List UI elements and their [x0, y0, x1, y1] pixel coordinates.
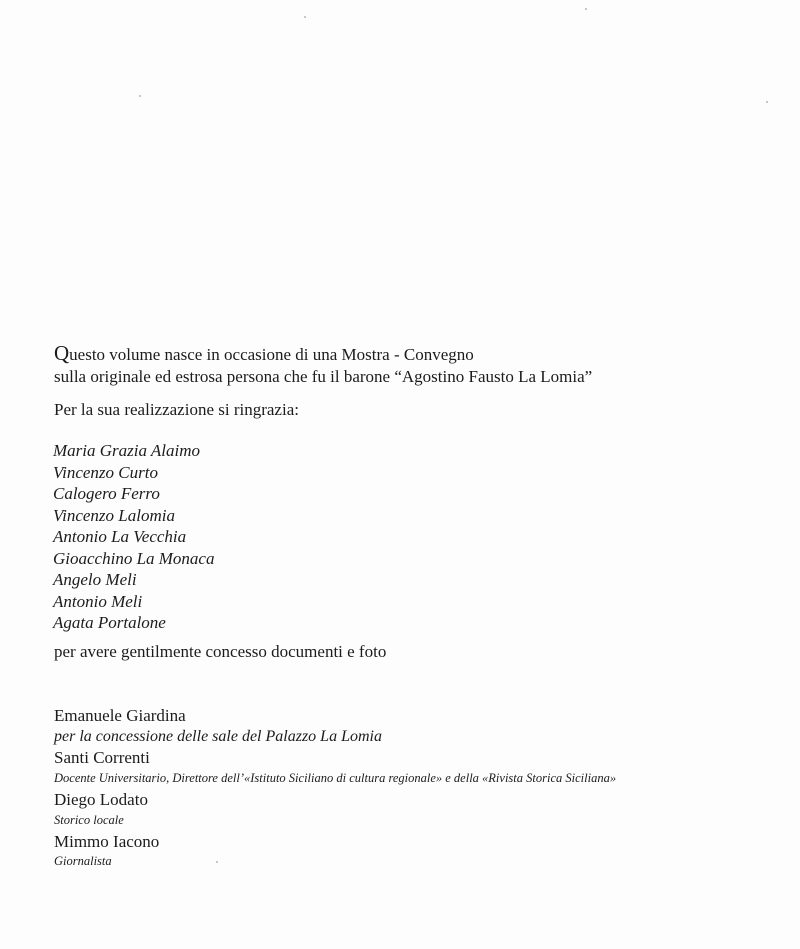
scan-speck: [139, 95, 141, 97]
credits-section: [54, 705, 616, 870]
intro-initial: Q: [54, 341, 70, 365]
contributors-note: per avere gentilmente concesso documenti e foto: [54, 642, 387, 661]
contributor-name: Antonio La Vecchia: [53, 527, 187, 546]
credit-role: per la concessione delle sale del Palazzo La Lomia: [54, 728, 382, 745]
contributor-name: Gioacchino La Monaca: [53, 548, 215, 568]
intro-line-1-text: uesto volume nasce in occasione di una Mostra - Convegno: [69, 345, 474, 364]
thanks-heading: Per la sua realizzazione si ringrazia:: [54, 400, 299, 419]
credit-role: Giornalista: [54, 854, 112, 868]
credit-role: Docente Universitario, Direttore dell’«Istituto Siciliano di cultura regionale» e della «Rivista Storica Siciliana»: [54, 771, 617, 785]
contributor-name: Agata Portalone: [53, 613, 166, 632]
contributor-name: Vincenzo Lalomia: [53, 505, 175, 525]
scan-speck: [304, 16, 306, 18]
credit-name: Emanuele Giardina: [54, 706, 186, 725]
intro-line-2: sulla originale ed estrosa persona che fu il barone “Agostino Fausto La Lomia”: [54, 367, 593, 386]
contributor-name: Calogero Ferro: [53, 484, 160, 503]
credit-name: Mimmo Iacono: [54, 832, 160, 851]
scan-speck: [585, 8, 587, 10]
contributors-list: [53, 440, 214, 634]
intro-section: [54, 342, 592, 388]
intro-line-1: [54, 342, 592, 366]
credit-name: Diego Lodato: [54, 790, 148, 809]
credit-name: Santi Correnti: [54, 748, 150, 767]
contributor-name: Antonio Meli: [53, 591, 143, 611]
contributor-name: Maria Grazia Alaimo: [53, 441, 201, 460]
contributor-name: Angelo Meli: [53, 570, 137, 589]
credit-role: Storico locale: [54, 813, 124, 827]
scan-speck: [766, 101, 768, 103]
contributor-name: Vincenzo Curto: [53, 462, 158, 482]
